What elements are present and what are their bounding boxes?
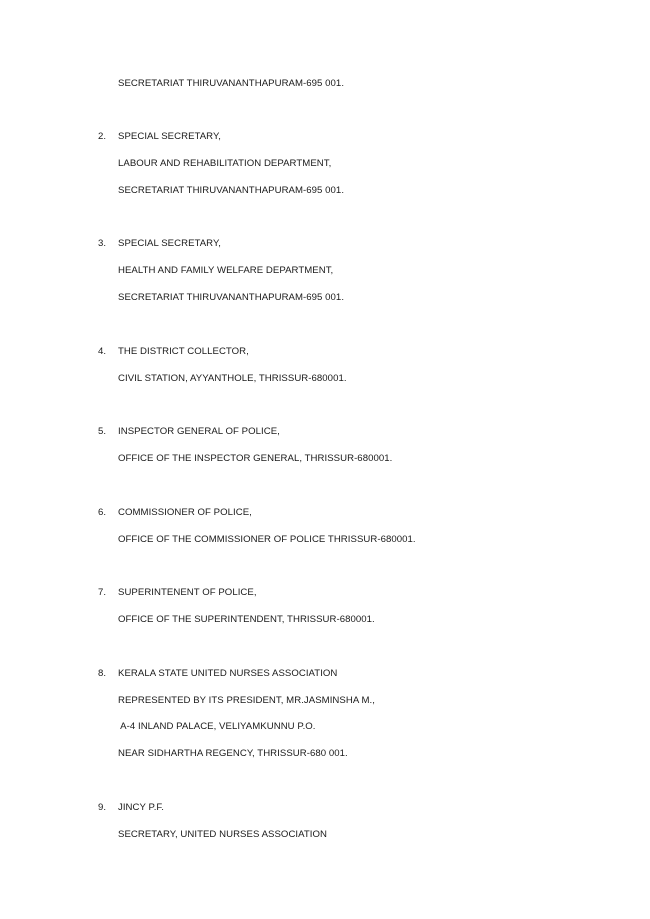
address-line: HEALTH AND FAMILY WELFARE DEPARTMENT, <box>118 265 334 276</box>
addressee-title: INSPECTOR GENERAL OF POLICE, <box>118 426 280 437</box>
addressee-title: JINCY P.F. <box>118 802 164 813</box>
address-line: NEAR SIDHARTHA REGENCY, THRISSUR-680 001. <box>118 748 348 759</box>
addressee-title: SUPERINTENENT OF POLICE, <box>118 587 257 598</box>
addressee-title: SPECIAL SECRETARY, <box>118 131 221 142</box>
address-line: SECRETARIAT THIRUVANANTHAPURAM-695 001. <box>118 292 345 303</box>
addressee-title: THE DISTRICT COLLECTOR, <box>118 346 249 357</box>
item-number: 8. <box>98 668 107 679</box>
continuation-line: SECRETARIAT THIRUVANANTHAPURAM-695 001. <box>118 78 345 89</box>
item-number: 9. <box>98 802 107 813</box>
item-number: 3. <box>98 238 107 249</box>
item-number: 2. <box>98 131 107 142</box>
address-line: LABOUR AND REHABILITATION DEPARTMENT, <box>118 158 332 169</box>
address-line: OFFICE OF THE COMMISSIONER OF POLICE THRISSUR-680001. <box>118 534 416 545</box>
addressee-title: KERALA STATE UNITED NURSES ASSOCIATION <box>118 668 338 679</box>
address-line: REPRESENTED BY ITS PRESIDENT, MR.JASMINSHA M., <box>118 695 375 706</box>
addressee-title: COMMISSIONER OF POLICE, <box>118 507 252 518</box>
address-line: CIVIL STATION, AYYANTHOLE, THRISSUR-680001. <box>118 373 347 384</box>
addressee-title: SPECIAL SECRETARY, <box>118 238 221 249</box>
item-number: 4. <box>98 346 107 357</box>
item-number: 6. <box>98 507 107 518</box>
address-line: SECRETARY, UNITED NURSES ASSOCIATION <box>118 829 327 840</box>
item-number: 5. <box>98 426 107 437</box>
address-line: OFFICE OF THE SUPERINTENDENT, THRISSUR-680001. <box>118 614 375 625</box>
item-number: 7. <box>98 587 107 598</box>
address-line: OFFICE OF THE INSPECTOR GENERAL, THRISSUR-680001. <box>118 453 393 464</box>
address-line: A-4 INLAND PALACE, VELIYAMKUNNU P.O. <box>118 721 316 732</box>
address-line: SECRETARIAT THIRUVANANTHAPURAM-695 001. <box>118 185 345 196</box>
